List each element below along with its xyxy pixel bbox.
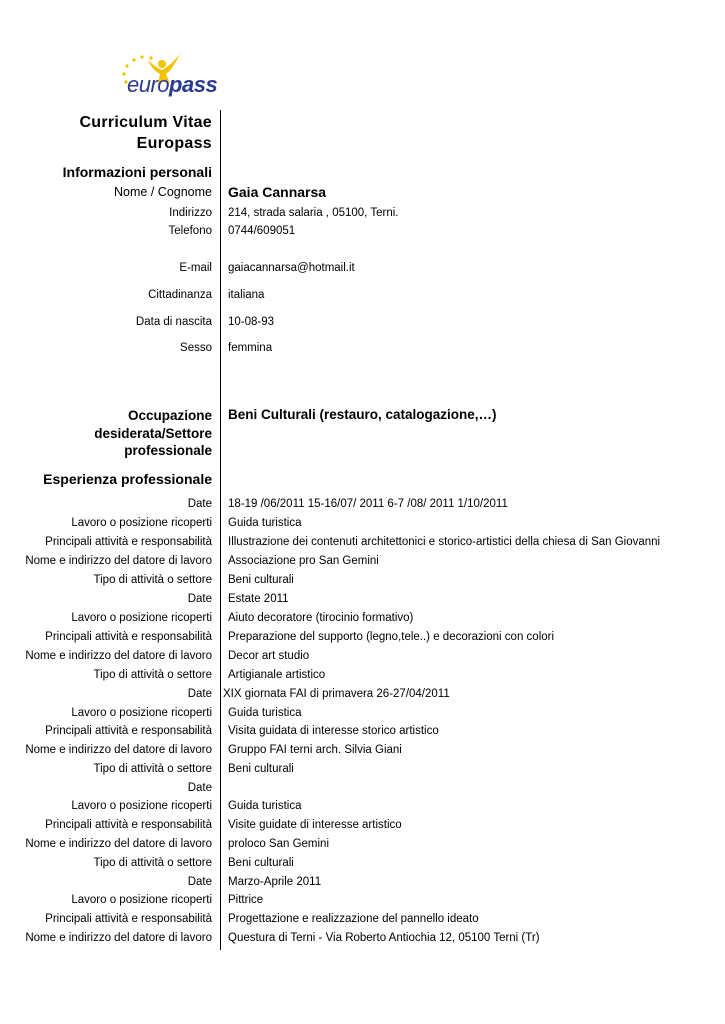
exp-row-label: Nome e indirizzo del datore di lavoro <box>25 650 212 662</box>
citizenship-label: Cittadinanza <box>148 289 212 301</box>
exp-row-label: Tipo di attività o settore <box>93 574 212 586</box>
exp-row-label: Nome e indirizzo del datore di lavoro <box>25 555 212 567</box>
experience-heading: Esperienza professionale <box>43 471 212 487</box>
exp-row-value: Visite guidate di interesse artistico <box>228 819 402 831</box>
exp-row-label: Nome e indirizzo del datore di lavoro <box>25 744 212 756</box>
phone-label: Telefono <box>168 225 212 237</box>
exp-row-label: Principali attività e responsabilità <box>45 725 212 737</box>
exp-row-value: Progettazione e realizzazione del pannello ideato <box>228 913 479 925</box>
citizenship-value: italiana <box>228 289 265 301</box>
exp-row-value: Aiuto decoratore (tirocinio formativo) <box>228 612 414 624</box>
cv-title-line1: Curriculum Vitae <box>79 114 212 131</box>
exp-row-value: 18-19 /06/2011 15-16/07/ 2011 6-7 /08/ 2011 1/10/2011 <box>228 498 508 510</box>
email-value: gaiacannarsa@hotmail.it <box>228 262 355 274</box>
exp-row-label: Date <box>187 688 212 700</box>
exp-row-label: Date <box>187 498 212 510</box>
name-value: Gaia Cannarsa <box>228 184 327 200</box>
exp-row-value: Marzo-Aprile 2011 <box>228 876 322 888</box>
cv-title-line2: Europass <box>136 135 212 152</box>
exp-row-value: Gruppo FAI terni arch. Silvia Giani <box>228 744 402 756</box>
exp-row-value: Beni culturali <box>228 857 294 869</box>
exp-row-value: Pittrice <box>228 894 264 906</box>
birthdate-value: 10-08-93 <box>228 316 275 328</box>
exp-row-label: Tipo di attività o settore <box>93 857 212 869</box>
exp-row-label: Nome e indirizzo del datore di lavoro <box>25 838 212 850</box>
address-label: Indirizzo <box>169 207 212 219</box>
exp-row-value: Estate 2011 <box>228 593 289 605</box>
column-divider <box>220 110 221 950</box>
exp-row-label: Date <box>187 593 212 605</box>
exp-row-value: Preparazione del supporto (legno,tele..) e decorazioni con colori <box>228 631 555 643</box>
cv-title <box>79 112 212 154</box>
exp-row-value: Decor art studio <box>228 650 310 662</box>
exp-row-label: Lavoro o posizione ricoperti <box>71 800 212 812</box>
exp-row-label: Nome e indirizzo del datore di lavoro <box>25 932 212 944</box>
phone-value: 0744/609051 <box>228 225 296 237</box>
exp-row-label: Tipo di attività o settore <box>93 669 212 681</box>
exp-row-value: Beni culturali <box>228 763 294 775</box>
sex-value: femmina <box>228 342 273 354</box>
exp-row-value: Guida turistica <box>228 517 302 529</box>
exp-row-label: Principali attività e responsabilità <box>45 536 212 548</box>
exp-row-value: proloco San Gemini <box>228 838 329 850</box>
birthdate-label: Data di nascita <box>135 316 212 328</box>
exp-row-label: Date <box>187 782 212 794</box>
exp-row-value: Illustrazione dei contenuti architettonici e storico-artistici della chiesa di San Giovanni <box>228 536 661 548</box>
exp-row-label: Date <box>187 876 212 888</box>
exp-row-value: Artigianale artistico <box>228 669 326 681</box>
exp-row-label: Principali attività e responsabilità <box>45 913 212 925</box>
logo-wordmark: europass <box>127 72 218 97</box>
exp-row-label: Lavoro o posizione ricoperti <box>71 894 212 906</box>
exp-row-label: Lavoro o posizione ricoperti <box>71 707 212 719</box>
exp-row-label: Lavoro o posizione ricoperti <box>71 517 212 529</box>
address-value: 214, strada salaria , 05100, Terni. <box>228 207 399 219</box>
sex-label: Sesso <box>180 342 212 354</box>
exp-row-value: Associazione pro San Gemini <box>228 555 379 567</box>
occupation-value: Beni Culturali (restauro, catalogazione,…) <box>228 407 497 422</box>
email-label: E-mail <box>179 262 212 274</box>
exp-row-value: Guida turistica <box>228 800 302 812</box>
occupation-label: Occupazione desiderata/Settore professionale <box>94 408 212 458</box>
exp-row-value: Visita guidata di interesse storico artistico <box>228 725 439 737</box>
exp-row-value: XIX giornata FAI di primavera 26-27/04/2011 <box>223 688 450 700</box>
exp-row-value: Guida turistica <box>228 707 302 719</box>
exp-row-label: Principali attività e responsabilità <box>45 819 212 831</box>
exp-row-label: Principali attività e responsabilità <box>45 631 212 643</box>
exp-row-value: Questura di Terni - Via Roberto Antiochia 12, 05100 Terni (Tr) <box>228 932 540 944</box>
exp-row-value: Beni culturali <box>228 574 294 586</box>
exp-row-label: Lavoro o posizione ricoperti <box>71 612 212 624</box>
name-label: Nome / Cognome <box>114 185 212 199</box>
exp-row-label: Tipo di attività o settore <box>93 763 212 775</box>
personal-heading: Informazioni personali <box>62 164 212 180</box>
